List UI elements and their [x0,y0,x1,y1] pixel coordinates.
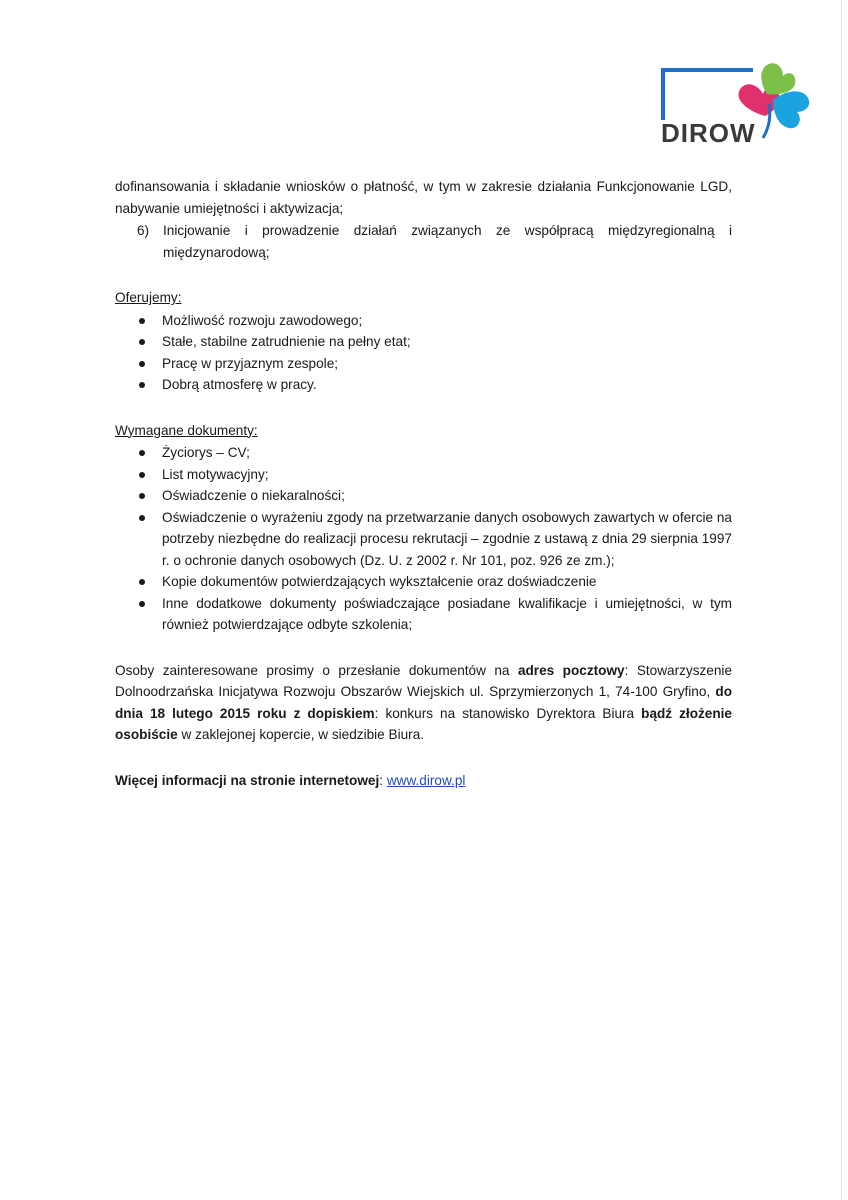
item-number: 6) [137,223,150,238]
list-item: Życiorys – CV; [115,442,732,464]
dirow-logo-graphic [655,58,815,150]
list-item: Oświadczenie o wyrażeniu zgody na przetwarzanie danych osobowych zawartych w ofercie na potrzeby niezbędne do realizacji procesu rekrutacji – zgodnie z ustawą z dnia 29 sierpnia 1997 r. o ochronie danych osobowych (Dz. U. z 2002 r. Nr 101, poz. 926 ze zm.); [115,507,732,572]
item-text: Inicjowanie i prowadzenie działań związanych ze współpracą międzyregionalną i międzynarodową; [163,223,732,260]
offer-list [115,310,732,396]
document-body [115,176,732,791]
more-info-label: Więcej informacji na stronie internetowej [115,772,380,788]
contact-text: : Stowarzyszenie Dolnoodrzańska Inicjatywa Rozwoju Obszarów Wiejskich ul. Sprzymierzonych 1, 74-100 Gryfino, [115,662,733,699]
list-item: List motywacyjny; [115,464,732,486]
contact-text: w zaklejonej kopercie, w siedzibie Biura. [177,727,425,742]
documents-heading: Wymagane dokumenty: [115,422,258,438]
list-item: Pracę w przyjaznym zespole; [115,353,732,375]
contact-text: Osoby zainteresowane prosimy o przesłanie dokumentów na [115,662,518,678]
contact-bold: bądź złożenie osobiście [115,705,732,742]
contact-text: : konkurs na stanowisko Dyrektora Biura [374,705,642,721]
dirow-logo [655,58,815,150]
numbered-item [115,220,732,263]
list-item: Możliwość rozwoju zawodowego; [115,310,732,332]
documents-list [115,442,732,636]
more-info-line [115,770,732,792]
contact-bold: adres pocztowy [517,662,625,678]
scan-edge-line [841,0,842,1200]
contact-paragraph [115,660,732,746]
logo-text: DIROW [661,118,756,148]
offer-heading: Oferujemy: [115,290,182,305]
list-item: Dobrą atmosferę w pracy. [115,374,732,396]
more-info-colon: : [379,772,387,788]
list-item: Stałe, stabilne zatrudnienie na pełny etat; [115,331,732,353]
list-item: Oświadczenie o niekaralności; [115,485,732,507]
website-link[interactable]: www.dirow.pl [386,772,466,788]
list-item: Inne dodatkowe dokumenty poświadczające posiadane kwalifikacje i umiejętności, w tym również potwierdzające odbyte szkolenia; [115,593,732,636]
intro-paragraph: dofinansowania i składanie wniosków o płatność, w tym w zakresie działania Funkcjonowanie LGD, nabywanie umiejętności i aktywizacja; [115,179,732,216]
deadline-bold: do dnia 18 lutego 2015 roku z dopiskiem [115,684,732,721]
list-item: Kopie dokumentów potwierdzających wykształcenie oraz doświadczenie [115,571,732,593]
